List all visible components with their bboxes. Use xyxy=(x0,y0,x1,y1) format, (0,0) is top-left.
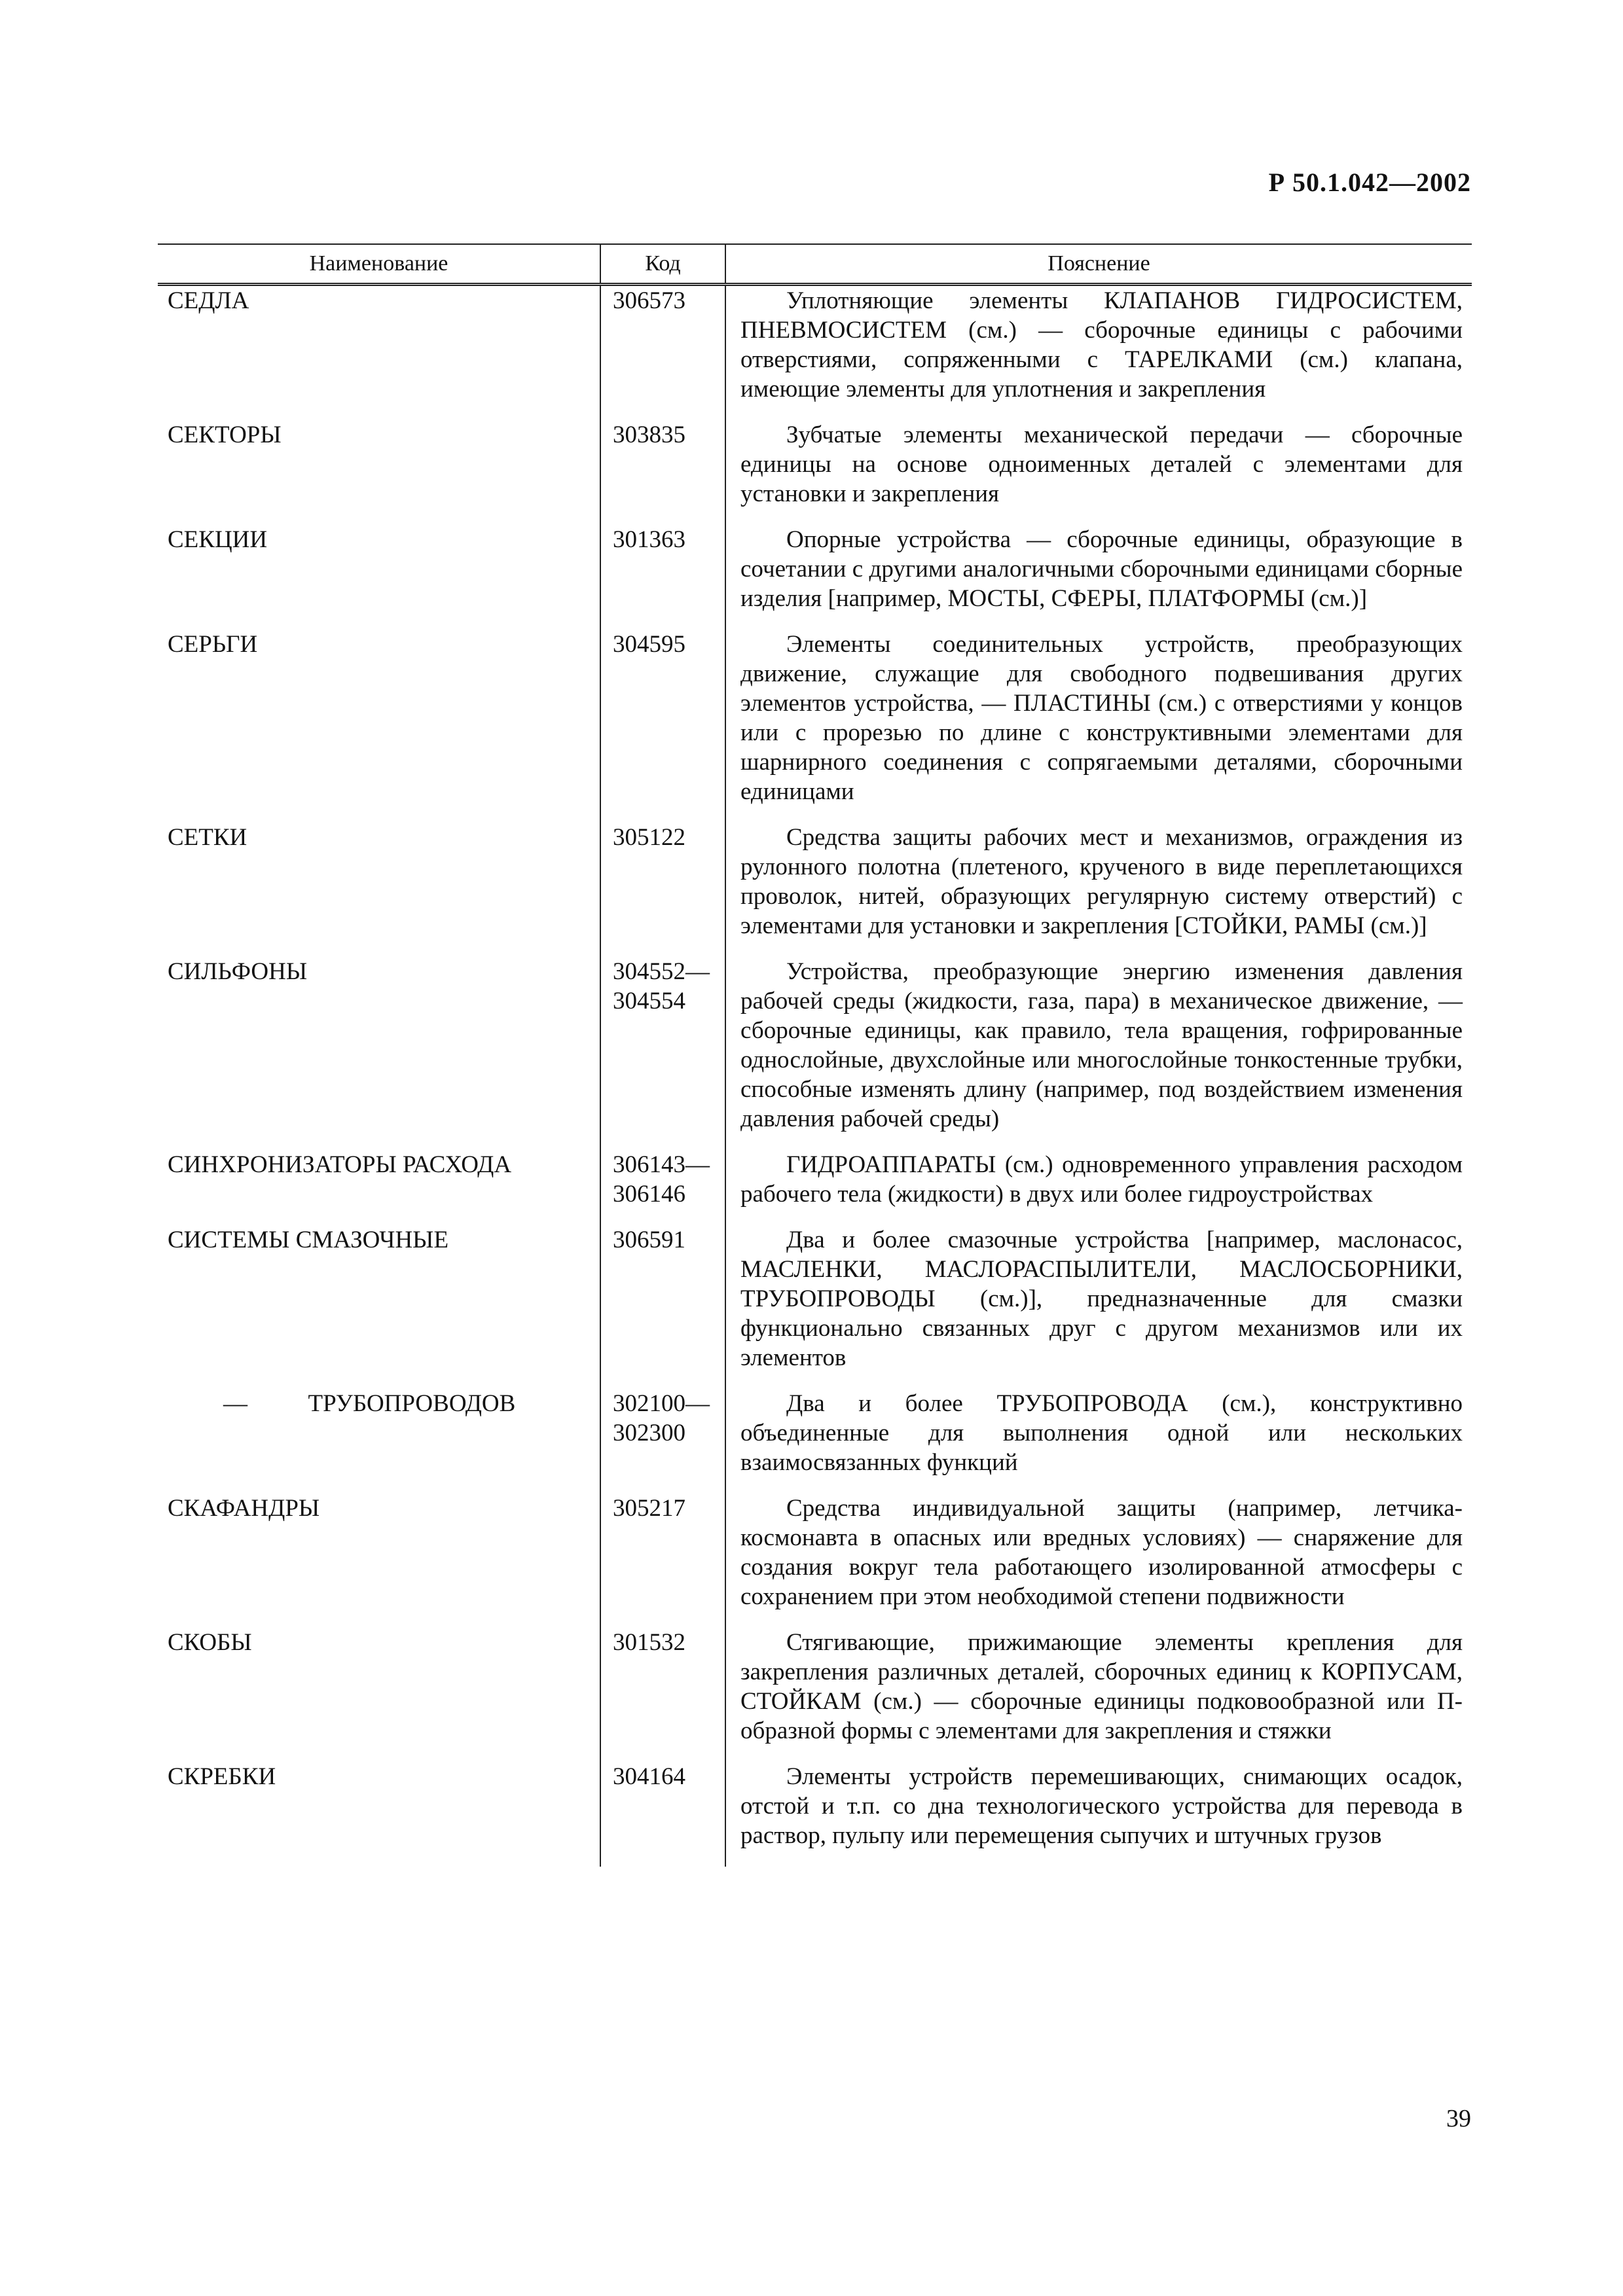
term-explanation: Опорные устройства — сборочные единицы, образующие в сочетании с другими аналогичными сборочными единицами сборные изделия [например, МОСТЫ, СФЕРЫ, ПЛАТФОРМЫ (см.)] xyxy=(725,525,1472,630)
table-row xyxy=(158,1389,1472,1494)
term-explanation: Элементы устройств перемешивающих, снимающих осадок, отстой и т.п. со дна технологического устройства для перевода в раствор, пульпу или перемещения сыпучих и штучных грузов xyxy=(725,1762,1472,1867)
term-name: СИСТЕМЫ СМАЗОЧНЫЕ xyxy=(168,1227,449,1253)
term-code: 305122 xyxy=(600,823,725,957)
term-name: СИНХРОНИЗАТОРЫ РАСХОДА xyxy=(168,1151,512,1178)
column-header-code: Код xyxy=(600,244,725,285)
term-name: СКАФАНДРЫ xyxy=(168,1495,320,1522)
table-header-row xyxy=(158,244,1472,285)
glossary-table xyxy=(158,243,1472,1867)
table-row xyxy=(158,1628,1472,1762)
term-explanation: Стягивающие, прижимающие элементы крепления для закрепления различных деталей, сборочных единиц к КОРПУСАМ, СТОЙКАМ (см.) — сборочные единицы подковообразной или П-образной формы с элементами для закрепления и стяжки xyxy=(725,1628,1472,1762)
term-name: СЕТКИ xyxy=(168,824,247,851)
term-code: 304595 xyxy=(600,630,725,823)
term-explanation: Уплотняющие элементы КЛАПАНОВ ГИДРОСИСТЕМ, ПНЕВМОСИСТЕМ (см.) — сборочные единицы с рабочими отверстиями, сопряженными с ТАРЕЛКАМИ (см.) клапана, имеющие элементы для уплотнения и закрепления xyxy=(725,285,1472,421)
term-code: 306143— 306146 xyxy=(600,1150,725,1225)
term-code: 301532 xyxy=(600,1628,725,1762)
term-explanation: Два и более смазочные устройства [например, маслонасос, МАСЛЕНКИ, МАСЛОРАСПЫЛИТЕЛИ, МАСЛОСБОРНИКИ, ТРУБОПРОВОДЫ (см.)], предназначенные для смазки функционально связанных друг с другом механизмов или их элементов xyxy=(725,1225,1472,1389)
table-row xyxy=(158,285,1472,421)
term-explanation: Два и более ТРУБОПРОВОДА (см.), конструктивно объединенные для выполнения одной или нескольких взаимосвязанных функций xyxy=(725,1389,1472,1494)
table-row xyxy=(158,1762,1472,1867)
table-row xyxy=(158,1150,1472,1225)
column-header-name: Наименование xyxy=(158,244,600,285)
document-code: Р 50.1.042—2002 xyxy=(1268,168,1471,197)
term-code: 301363 xyxy=(600,525,725,630)
term-name: СКОБЫ xyxy=(168,1629,252,1656)
term-explanation: Устройства, преобразующие энергию изменения давления рабочей среды (жидкости, газа, пара) в механическое движение, — сборочные единицы, как правило, тела вращения, гофрированные однослойные, двухслойные или многослойные тонкостенные трубки, способные изменять длину (например, под воздействием изменения давления рабочей среды) xyxy=(725,957,1472,1150)
column-header-explanation: Пояснение xyxy=(725,244,1472,285)
term-code: 305217 xyxy=(600,1494,725,1628)
term-code: 302100— 302300 xyxy=(600,1389,725,1494)
table-row xyxy=(158,957,1472,1150)
term-name: СЕКЦИИ xyxy=(168,526,268,553)
term-name: СКРЕБКИ xyxy=(168,1763,276,1790)
table-row xyxy=(158,823,1472,957)
term-explanation: Зубчатые элементы механической передачи — сборочные единицы на основе одноименных деталей с элементами для установки и закрепления xyxy=(725,420,1472,525)
term-explanation: Элементы соединительных устройств, преобразующих движение, служащие для свободного подвешивания других элементов устройства, — ПЛАСТИНЫ (см.) с отверстиями у концов или с прорезью по длине с конструктивными элементами для шарнирного соединения с сопрягаемыми деталями, сборочными единицами xyxy=(725,630,1472,823)
table-row xyxy=(158,1494,1472,1628)
table-row xyxy=(158,1225,1472,1389)
table-row xyxy=(158,525,1472,630)
table-row xyxy=(158,420,1472,525)
table-row xyxy=(158,630,1472,823)
term-name: СЕДЛА xyxy=(168,287,249,314)
term-explanation: Средства защиты рабочих мест и механизмов, ограждения из рулонного полотна (плетеного, крученого в виде переплетающихся проволок, нитей, образующих регулярную систему отверстий) с элементами для установки и закрепления [СТОЙКИ, РАМЫ (см.)] xyxy=(725,823,1472,957)
term-name: СИЛЬФОНЫ xyxy=(168,958,308,985)
term-code: 306591 xyxy=(600,1225,725,1389)
term-code: 304164 xyxy=(600,1762,725,1867)
term-code: 303835 xyxy=(600,420,725,525)
term-name: СЕКТОРЫ xyxy=(168,422,282,448)
term-name-subentry: — ТРУБОПРОВОДОВ xyxy=(223,1390,516,1417)
page-number: 39 xyxy=(1446,2105,1471,2132)
term-explanation: ГИДРОАППАРАТЫ (см.) одновременного управления расходом рабочего тела (жидкости) в двух или более гидроустройствах xyxy=(725,1150,1472,1225)
term-explanation: Средства индивидуальной защиты (например, летчика-космонавта в опасных или вредных условиях) — снаряжение для создания вокруг тела работающего изолированной атмосферы с сохранением при этом необходимой степени подвижности xyxy=(725,1494,1472,1628)
term-code: 306573 xyxy=(600,285,725,421)
term-name: СЕРЬГИ xyxy=(168,631,258,658)
term-code: 304552— 304554 xyxy=(600,957,725,1150)
